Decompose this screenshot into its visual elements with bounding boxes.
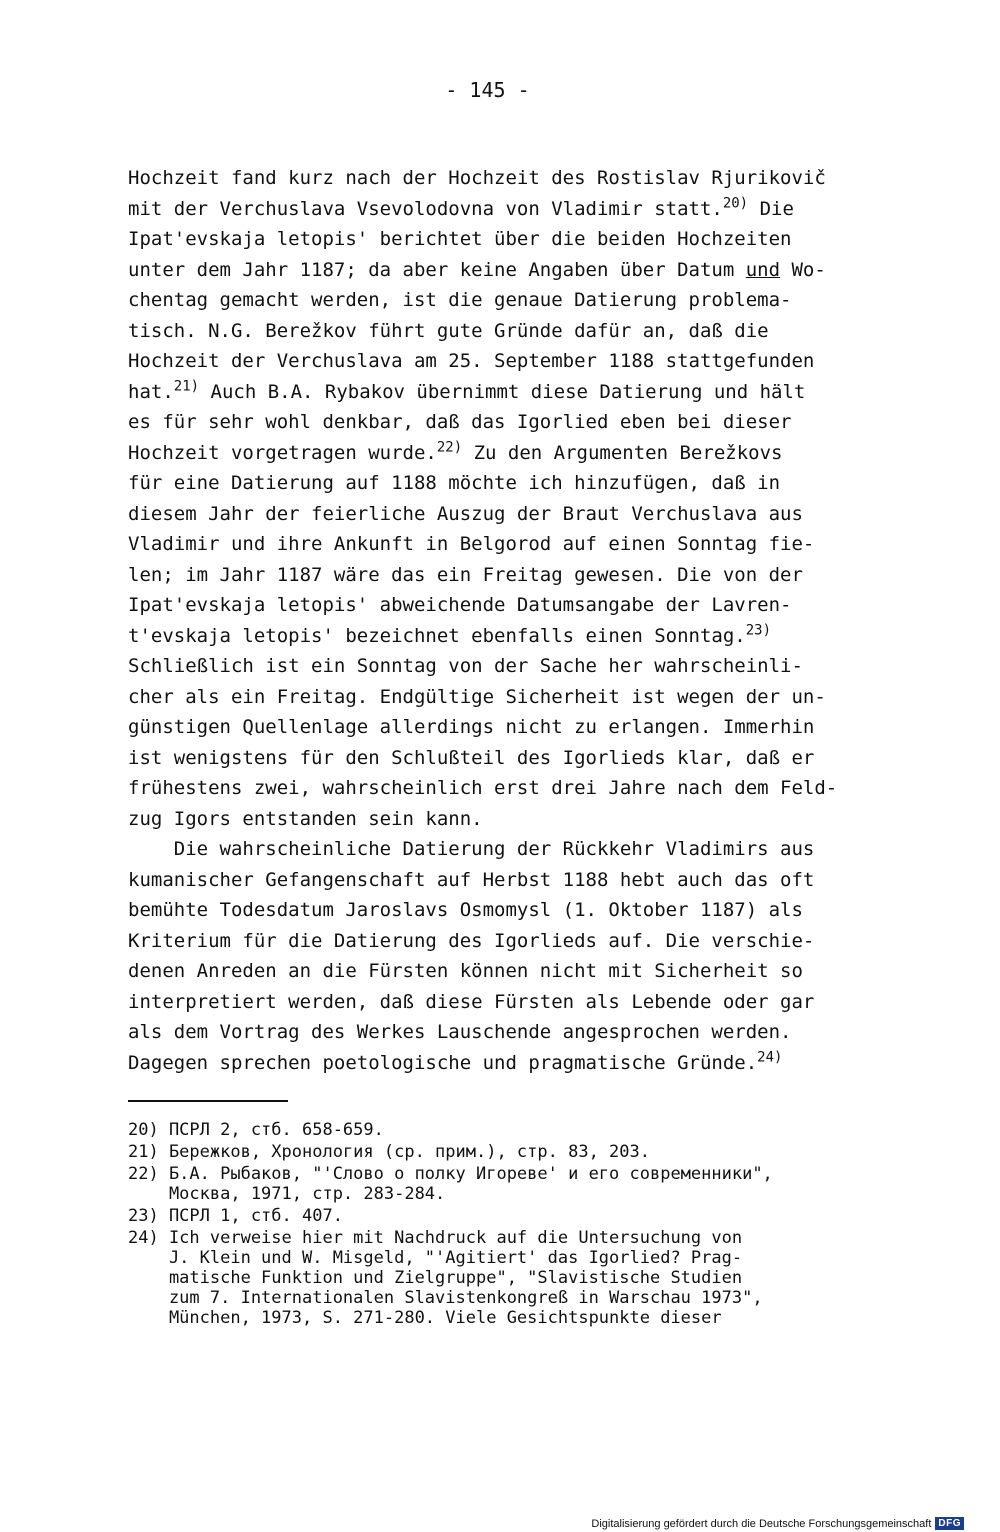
footnote-line: 24) Ich verweise hier mit Nachdruck auf die Untersuchung von (128, 1228, 743, 1248)
body-line (128, 682, 880, 713)
body-text-segment: als dem Vortrag des Werkes Lauschende angesprochen werden. (128, 1021, 792, 1043)
footnote-line: 20) ПСРЛ 2, стб. 658-659. (128, 1120, 384, 1140)
body-text-segment: es für sehr wohl denkbar, daß das Igorlied eben bei dieser (128, 411, 792, 433)
body-line (128, 438, 880, 469)
body-text-segment: Hochzeit der Verchuslava am 25. September 1188 stattgefunden (128, 350, 815, 372)
footnote-separator (128, 1100, 288, 1102)
body-line (128, 651, 880, 682)
body-line (128, 712, 880, 743)
footer (591, 1517, 964, 1530)
body-line (128, 163, 880, 194)
dfg-logo: DFG (935, 1517, 964, 1530)
body-line (128, 590, 880, 621)
footnote-line: 21) Бережков, Хронология (ср. прим.), стр. 83, 203. (128, 1142, 650, 1162)
body-text-segment: hat. (128, 380, 174, 403)
footnote-reference: 24) (757, 1048, 783, 1065)
body-text-segment: denen Anreden an die Fürsten können nicht mit Sicherheit so (128, 960, 803, 982)
footnote-reference: 22) (436, 438, 463, 455)
body-text-segment: Ipat'evskaja letopis' berichtet über die beiden Hochzeiten (128, 228, 792, 250)
body-line (128, 468, 880, 499)
footnote-line: 23) ПСРЛ 1, стб. 407. (128, 1206, 343, 1226)
footnote-line: 22) Б.А. Рыбаков, "'Слово о полку Игореве' и его современники", (128, 1164, 773, 1184)
body-text-segment: frühestens zwei, wahrscheinlich erst drei Jahre nach dem Feld- (128, 777, 838, 799)
body-line (128, 773, 880, 804)
footnote-line: matische Funktion und Zielgruppe", "Slavistische Studien (128, 1268, 743, 1288)
body-line (128, 895, 880, 926)
body-text-segment: t'evskaja letopis' bezeichnet ebenfalls einen Sonntag. (128, 624, 746, 647)
body-text-segment: Vladimir und ihre Ankunft in Belgorod auf einen Sonntag fie- (128, 533, 815, 555)
footnote-line: zum 7. Internationalen Slavistenkongreß in Warschau 1973", (128, 1288, 763, 1308)
page-number: - 145 - (445, 78, 530, 102)
body-text-segment: günstigen Quellenlage allerdings nicht zu erlangen. Immerhin (128, 716, 815, 738)
body-text-segment: Ipat'evskaja letopis' abweichende Datumsangabe der Lavren- (128, 594, 792, 616)
body-text-segment: diesem Jahr der feierliche Auszug der Braut Verchuslava aus (128, 502, 803, 525)
body-line (128, 224, 880, 255)
body-text-segment: tisch. N.G. Berežkov führt gute Gründe dafür an, daß die (128, 319, 769, 342)
body-text-segment: Dagegen sprechen poetologische und pragmatische Gründe. (128, 1051, 758, 1074)
body-text-segment: für eine Datierung auf 1188 möchte ich hinzufügen, daß in (128, 472, 781, 494)
body-line (128, 194, 880, 225)
body-text (128, 163, 880, 1078)
footnote-reference: 20) (722, 194, 749, 211)
footnote (128, 1120, 888, 1140)
body-line (128, 377, 880, 408)
body-text-segment: zug Igors entstanden sein kann. (128, 807, 483, 830)
body-text-segment: Die wahrscheinliche Datierung der Rückkehr Vladimirs aus (128, 838, 815, 860)
body-line (128, 255, 880, 286)
body-line (128, 316, 880, 347)
footnote (128, 1228, 888, 1328)
footnote-line: Москва, 1971, стр. 283-284. (128, 1184, 446, 1204)
body-line (128, 926, 880, 957)
body-line (128, 987, 880, 1018)
body-text-segment: Hochzeit fand kurz nach der Hochzeit des Rostislav Rjurikovič (128, 167, 826, 189)
body-text-segment: kumanischer Gefangenschaft auf Herbst 1188 hebt auch das oft (128, 868, 815, 891)
body-line (128, 407, 880, 438)
body-text-segment: interpretiert werden, daß diese Fürsten als Lebende oder gar (128, 990, 815, 1013)
footnote-line: München, 1973, S. 271-280. Viele Gesichtspunkte dieser (128, 1308, 722, 1328)
body-text-segment: Die (748, 197, 794, 220)
footnotes (128, 1120, 888, 1328)
body-text-segment: chentag gemacht werden, ist die genaue Datierung problema- (128, 289, 792, 311)
footnote-line: J. Klein und W. Misgeld, "'Agitiert' das Igorlied? Prag- (128, 1248, 743, 1268)
body-line (128, 1017, 880, 1048)
body-line (128, 499, 880, 530)
footer-text: Digitalisierung gefördert durch die Deutsche Forschungsgemeinschaft (591, 1517, 932, 1530)
body-text-segment: Kriterium für die Datierung des Igorlieds auf. Die verschie- (128, 929, 815, 952)
body-text-segment: bemühte Todesdatum Jaroslavs Osmomysl (1. Oktober 1187) als (128, 899, 803, 921)
body-text-segment: unter dem Jahr 1187; da aber keine Angaben über Datum (128, 258, 746, 281)
body-text-segment: Auch B.A. Rybakov übernimmt diese Datierung und hält (199, 380, 806, 403)
body-line (128, 804, 880, 835)
body-text-segment: mit der Verchuslava Vsevolodovna von Vladimir statt. (128, 197, 723, 220)
body-text-segment: Wo- (780, 258, 826, 281)
footnote (128, 1164, 888, 1204)
body-text-segment: len; im Jahr 1187 wäre das ein Freitag gewesen. Die von der (128, 563, 803, 586)
body-line (128, 621, 880, 652)
body-text-segment: Zu den Argumenten Berežkovs (462, 441, 783, 464)
body-line (128, 346, 880, 377)
body-line (128, 834, 880, 865)
footnote (128, 1142, 888, 1162)
body-line (128, 285, 880, 316)
body-line (128, 865, 880, 896)
body-line (128, 956, 880, 987)
body-line (128, 529, 880, 560)
body-line (128, 560, 880, 591)
underlined-word: und (745, 258, 781, 281)
body-line (128, 1048, 880, 1079)
body-text-segment: Hochzeit vorgetragen wurde. (128, 441, 437, 464)
body-text-segment: cher als ein Freitag. Endgültige Sicherheit ist wegen der un- (128, 685, 826, 708)
body-line (128, 743, 880, 774)
footnote-reference: 23) (745, 621, 772, 638)
footnote (128, 1206, 888, 1226)
body-text-segment: Schließlich ist ein Sonntag von der Sache her wahrscheinli- (128, 655, 803, 677)
footnote-reference: 21) (173, 377, 200, 394)
body-text-segment: ist wenigstens für den Schlußteil des Igorlieds klar, daß er (128, 746, 815, 769)
